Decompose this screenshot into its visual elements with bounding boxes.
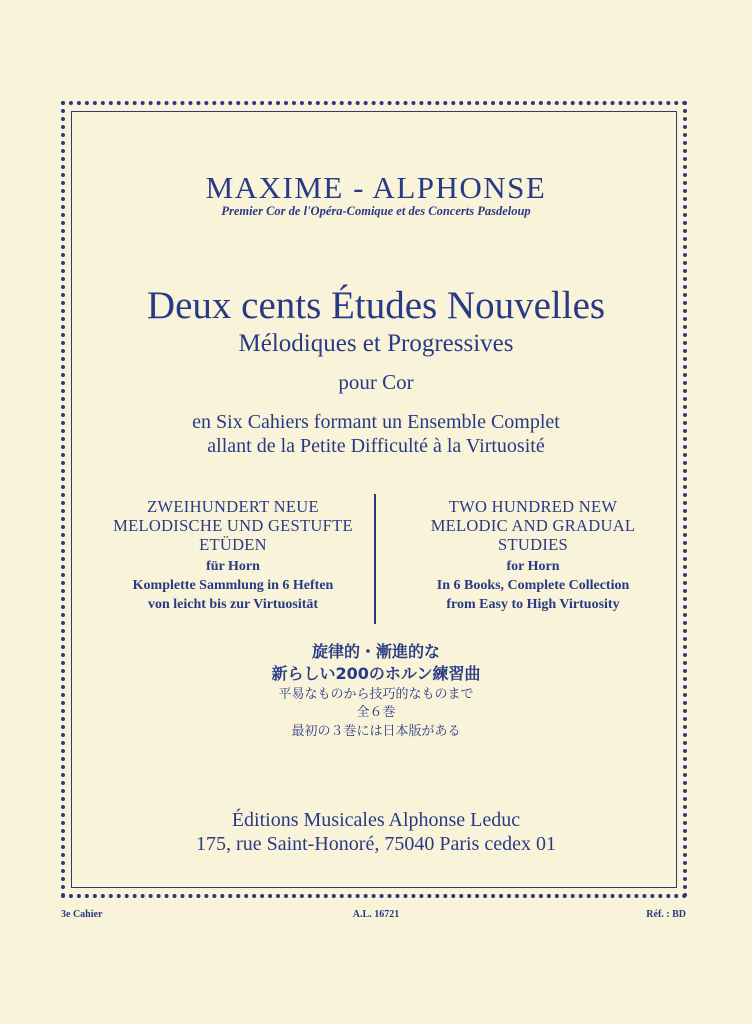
instrument-line: pour Cor [338, 370, 414, 394]
japanese-line: 平易なものから技巧的なものまで [278, 687, 474, 702]
german-title-line: MELODISCHE UND GESTUFTE [113, 516, 353, 535]
publisher-address: 175, rue Saint-Honoré, 75040 Paris cedex 01 [196, 833, 556, 855]
german-title-line: ZWEIHUNDERT NEUE [147, 497, 319, 516]
author-subtitle: Premier Cor de l'Opéra-Comique et des Concerts Pasdeloup [221, 204, 531, 218]
english-text-line: In 6 Books, Complete Collection [436, 578, 630, 593]
japanese-line: 新らしい200のホルン練習曲 [271, 664, 481, 683]
japanese-line: 全６巻 [356, 705, 396, 720]
german-title-line: ETÜDEN [199, 535, 267, 554]
german-text-line: für Horn [206, 559, 260, 574]
english-text-line: from Easy to High Virtuosity [446, 597, 620, 612]
catalog-number: A.L. 16721 [352, 909, 400, 920]
main-title: Deux cents Études Nouvelles [146, 284, 606, 327]
japanese-line: 旋律的・漸進的な [311, 642, 440, 661]
english-title-line: MELODIC AND GRADUAL [430, 516, 636, 535]
english-title-line: STUDIES [498, 535, 568, 554]
german-text-line: Komplette Sammlung in 6 Heften [132, 578, 334, 593]
japanese-line: 最初の３巻には日本版がある [291, 724, 461, 739]
author-name: MAXIME - ALPHONSE [205, 170, 547, 205]
english-text-line: for Horn [506, 559, 560, 574]
column-divider [374, 494, 376, 624]
volume-label: 3e Cahier [61, 909, 103, 920]
german-text-line: von leicht bis zur Virtuosität [147, 597, 319, 612]
english-title-line: TWO HUNDRED NEW [448, 497, 618, 516]
main-subtitle: Mélodiques et Progressives [238, 330, 514, 357]
description-line-2: allant de la Petite Difficulté à la Virtuosité [207, 435, 545, 457]
english-column [393, 497, 673, 614]
description-line-1: en Six Cahiers formant un Ensemble Complet [192, 411, 560, 433]
reference-code: Réf. : BD [646, 909, 686, 920]
german-column [93, 497, 373, 614]
publisher-name: Éditions Musicales Alphonse Leduc [231, 809, 521, 831]
